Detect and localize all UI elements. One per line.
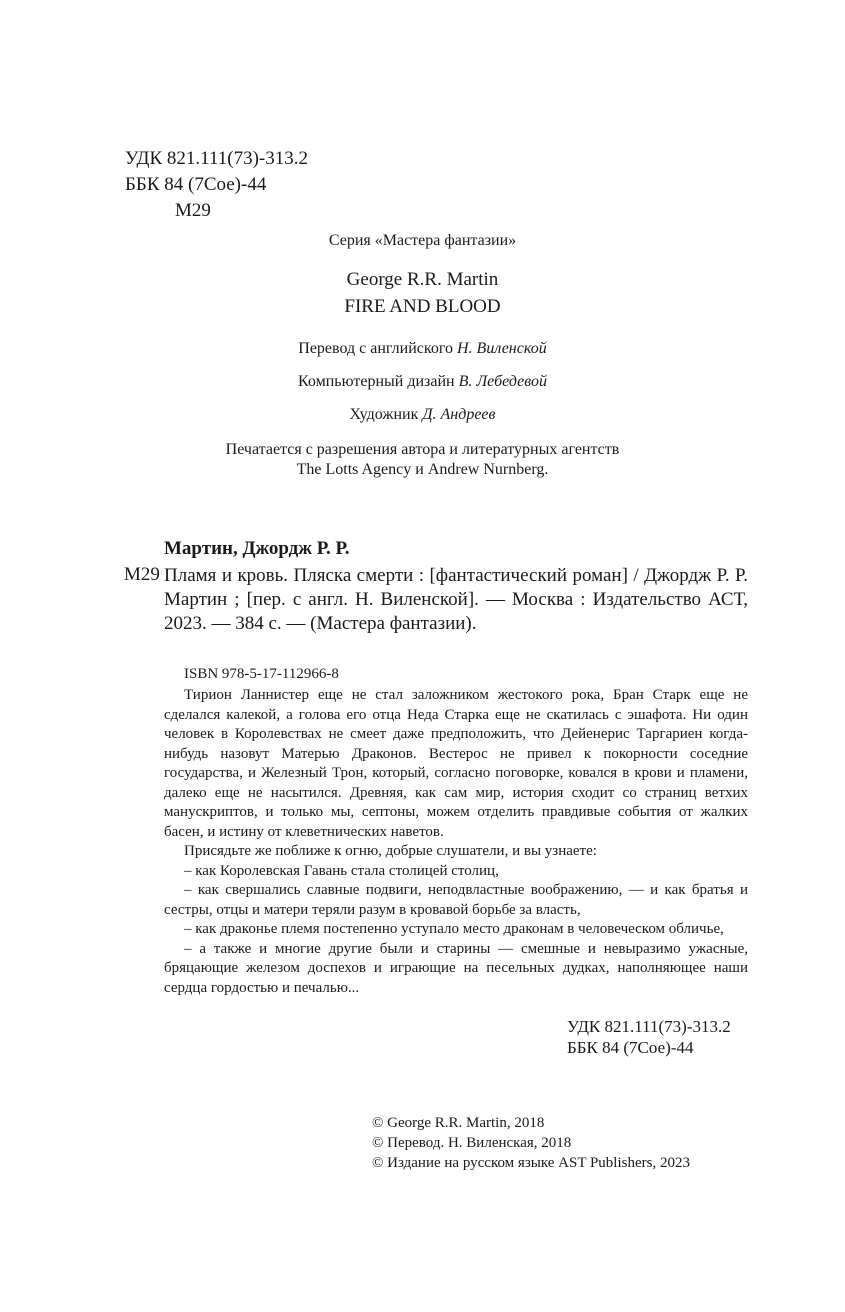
permission-line-2: The Lotts Agency и Andrew Nurnberg.: [296, 461, 549, 478]
annotation-paragraph: Тирион Ланнистер еще не стал заложником жестокого рока, Бран Старк еще не сделался калекой, а голова его отца Неда Старка еще не скатилась с эшафота. Ни один человек в Королевствах не смеет даже предположить, что Дейенерис Таргариен когда-нибудь назовут Матерью Драконов. Вестерос не привел к покорности соседние государства, и Железный Трон, который, согласно поговорке, ковался в крови и пламени, далеко еще не насытился. Древняя, как сам мир, история сходит со страниц ветхих манускриптов, и только мы, септоны, можем отделить правдивые события от жалких басен, и истину от клеветнических наветов.: [164, 687, 748, 840]
isbn: ISBN 978-5-17-112966-8: [184, 666, 339, 682]
design-credit: [0, 373, 845, 391]
copyright-line: © Издание на русском языке AST Publishers, 2023: [372, 1155, 690, 1171]
bbk-code-repeat: ББК 84 (7Сое)-44: [567, 1038, 694, 1057]
bbk-code: ББК 84 (7Сое)-44: [125, 174, 267, 195]
designer-name: В. Лебедевой: [458, 373, 547, 390]
catalog-code: М29: [124, 564, 160, 585]
author-mark: М29: [175, 200, 211, 221]
artist-credit: [0, 406, 845, 424]
copyright-block: [372, 1113, 690, 1173]
design-label: Компьютерный дизайн: [298, 373, 455, 390]
translator-name: Н. Виленской: [457, 340, 547, 357]
original-author: George R.R. Martin: [346, 269, 499, 290]
classification-block: [125, 146, 308, 224]
annotation-paragraph: – как свершались славные подвиги, неподвластные воображению, — и как братья и сестры, отцы и матери теряли разум в кровавой борьбе за власть,: [164, 882, 748, 918]
permission-notice: [0, 440, 845, 480]
classification-repeat: [567, 1016, 731, 1058]
original-title: FIRE AND BLOOD: [344, 296, 501, 317]
series-title: Серия «Мастера фантазии»: [328, 232, 517, 249]
translation-credit: [0, 340, 845, 358]
translation-label: Перевод с английского: [298, 340, 453, 357]
catalog-author-heading: Мартин, Джордж Р. Р.: [164, 538, 350, 559]
copyright-line: © Перевод. Н. Виленская, 2018: [372, 1135, 572, 1151]
artist-label: Художник: [349, 406, 419, 423]
udk-code: УДК 821.111(73)-313.2: [125, 148, 308, 169]
annotation: [164, 686, 748, 998]
original-edition: [0, 266, 845, 320]
annotation-paragraph: – как Королевская Гавань стала столицей столиц,: [184, 862, 499, 879]
annotation-paragraph: – как драконье племя постепенно уступало место драконам в человеческом обличье,: [184, 921, 724, 937]
copyright-line: © George R.R. Martin, 2018: [372, 1115, 545, 1131]
annotation-paragraph: Присядьте же поближе к огню, добрые слушатели, и вы узнаете:: [184, 843, 597, 859]
annotation-paragraph: – а также и многие другие были и старины — смешные и невыразимо ужасные, бряцающие железом доспехов и играющие на песельных дудках, наполняющее наши сердца гордостью и печалью...: [164, 940, 748, 996]
permission-line-1: Печатается с разрешения автора и литературных агентств: [225, 441, 620, 458]
catalog-description: Пламя и кровь. Пляска смерти : [фантастический роман] / Джордж Р. Р. Мартин ; [пер. с англ. Н. Виленской]. — Москва : Издательство АСТ, 2023. — 384 с. — (Мастера фантазии).: [164, 565, 748, 634]
udk-code-repeat: УДК 821.111(73)-313.2: [567, 1017, 731, 1036]
artist-name: Д. Андреев: [422, 406, 496, 423]
